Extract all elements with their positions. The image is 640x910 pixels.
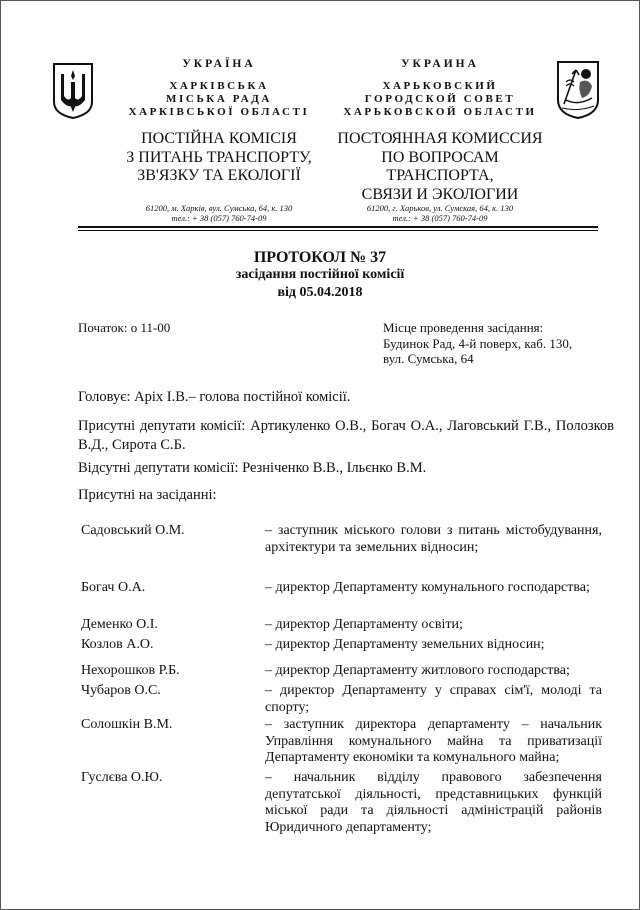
header-divider-thick bbox=[78, 226, 598, 228]
protocol-date: від 05.04.2018 bbox=[277, 285, 363, 300]
council-line: ХАРКІВСЬКОЇ ОБЛАСТІ bbox=[128, 106, 310, 118]
commission-line: ПО ВОПРОСАМ ТРАНСПОРТА, bbox=[381, 148, 499, 184]
present-members-paragraph: Присутні депутати комісії: Артикуленко О.В., Богач О.А., Лаговський Г.В., Полозков В.Д., Сирота С.Б. bbox=[78, 418, 614, 453]
attendee-name: Солошкін В.М. bbox=[81, 717, 173, 732]
start-time: Початок: о 11-00 bbox=[78, 320, 171, 335]
council-line: МІСЬКА РАДА bbox=[166, 93, 272, 105]
place-line: Будинок Рад, 4-й поверх, каб. 130, bbox=[383, 335, 573, 351]
attendee-role: – начальник відділу правового забезпечення депутатської діяльності, представницьких функцій міської ради та діяльності адміністрацій районів Юридичного департаменту; bbox=[265, 770, 602, 835]
attendee-role: – директор Департаменту земельних відносин; bbox=[265, 637, 545, 652]
header-divider-thin bbox=[78, 230, 598, 231]
address-uk bbox=[110, 203, 328, 223]
address-line: 61200, г. Харьков, ул. Сумская, 64, к. 130 bbox=[366, 203, 514, 213]
commission-line: СВЯЗИ И ЭКОЛОГИИ bbox=[361, 185, 519, 203]
commission-line: ПОСТОЯННАЯ КОМИССИЯ bbox=[337, 130, 543, 147]
commission-line: ЗВ'ЯЗКУ ТА ЕКОЛОГІЇ bbox=[137, 167, 301, 184]
address-ru bbox=[336, 203, 544, 223]
attendee-role: – директор Департаменту комунального господарства; bbox=[265, 580, 590, 595]
ukraine-trident-emblem bbox=[52, 62, 94, 120]
address-line: 61200, м. Харків, вул. Сумська, 64, к. 130 bbox=[145, 203, 293, 213]
attendee-name: Нехорошков Р.Б. bbox=[81, 663, 180, 678]
chair-paragraph: Головує: Аріх І.В.– голова постійної комісії. bbox=[78, 389, 351, 405]
attendee-role: – заступник директора департаменту – начальник Управління комунального майна та приватизації Департаменту економіки та комунального майна; bbox=[265, 717, 602, 765]
commission-name-ru bbox=[336, 130, 544, 204]
council-line: ХАРЬКОВСКОЙ ОБЛАСТИ bbox=[343, 106, 537, 118]
country-name-uk: УКРАЇНА bbox=[182, 58, 256, 70]
commission-name-uk bbox=[110, 130, 328, 186]
phone-line: тел.: + 38 (057) 760-74-09 bbox=[392, 213, 488, 223]
attendee-role: – директор Департаменту у справах сім'ї, молоді та спорту; bbox=[265, 683, 602, 715]
place-line: вул. Сумська, 64 bbox=[383, 351, 474, 366]
attendee-name: Козлов А.О. bbox=[81, 637, 154, 652]
council-name-uk bbox=[110, 80, 328, 119]
council-line: ХАРКІВСЬКА bbox=[169, 80, 269, 92]
kharkiv-city-emblem bbox=[556, 60, 600, 120]
attendee-name: Садовський О.М. bbox=[81, 523, 185, 538]
meeting-place bbox=[383, 320, 572, 367]
phone-line: тел.: + 38 (057) 760-74-09 bbox=[171, 213, 267, 223]
attendee-name: Гуслєва О.Ю. bbox=[81, 770, 163, 785]
council-name-ru bbox=[336, 80, 544, 119]
attendees-heading: Присутні на засіданні: bbox=[78, 487, 217, 503]
attendee-role: – заступник міського голови з питань містобудування, архітектури та земельних відносин; bbox=[265, 523, 602, 555]
attendee-name: Чубаров О.С. bbox=[81, 683, 161, 698]
attendee-role: – директор Департаменту освіти; bbox=[265, 617, 463, 632]
attendee-role: – директор Департаменту житлового господарства; bbox=[265, 663, 570, 678]
country-name-ru: УКРАИНА bbox=[401, 58, 479, 70]
attendee-name: Богач О.А. bbox=[81, 580, 146, 595]
absent-members-paragraph: Відсутні депутати комісії: Резніченко В.В., Ільєнко В.М. bbox=[78, 460, 427, 476]
council-line: ХАРЬКОВСКИЙ bbox=[382, 80, 498, 92]
attendee-name: Деменко О.І. bbox=[81, 617, 158, 632]
place-line: Місце проведення засідання: bbox=[383, 320, 544, 335]
protocol-subtitle: засідання постійної комісії bbox=[235, 267, 405, 282]
commission-line: ПОСТІЙНА КОМІСІЯ bbox=[141, 130, 297, 147]
council-line: ГОРОДСКОЙ СОВЕТ bbox=[364, 93, 516, 105]
protocol-title: ПРОТОКОЛ № 37 bbox=[253, 249, 387, 266]
commission-line: З ПИТАНЬ ТРАНСПОРТУ, bbox=[126, 148, 312, 166]
